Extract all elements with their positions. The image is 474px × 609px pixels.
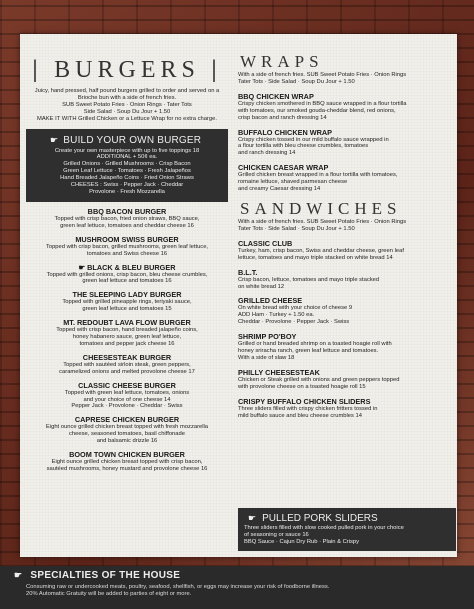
menu-item-description: Topped with crisp bacon, hand breaded jalapeño coins, honey habanero sauce, green leaf lettuce, tomatoes and pepper jack cheese 16 bbox=[56, 327, 198, 347]
menu-item-name: THE SLEEPING LADY BURGER bbox=[72, 290, 182, 300]
menu-item-name: CRISPY BUFFALO CHICKEN SLIDERS bbox=[238, 396, 371, 406]
wraps-title: WRAPS bbox=[240, 52, 324, 71]
build-your-own-panel: ☛ BUILD YOUR OWN BURGER Create your own masterpiece with up to five toppings 18 ADDITIONAL + 50¢ ea. Grilled Onions · Grilled Mushrooms · Crisp Bacon Green Leaf Lettuce · Tomatoes · Fresh Jalapeños Hand Breaded Jalapeño Coins · Fried Onion Straws CHEESES : Swiss · Pepper Jack · Cheddar Provolone · Fresh Mozzarella bbox=[26, 129, 228, 202]
menu-item bbox=[238, 239, 460, 262]
menu-item-name: CHICKEN CAESAR WRAP bbox=[238, 163, 329, 173]
menu-item-name: CHEESESTEAK BURGER bbox=[82, 352, 172, 362]
menu-item bbox=[26, 381, 228, 411]
menu-item-description: Crispy chicken tossed in our mild buffalo sauce wrapped in a flour tortilla with bleu cheese crumbles, tomatoes and ranch dressing 14 bbox=[238, 136, 389, 157]
sandwiches-title: SANDWICHES bbox=[240, 198, 402, 218]
menu-item bbox=[26, 353, 228, 376]
menu-item bbox=[238, 332, 460, 362]
wraps-sandwiches-column bbox=[238, 52, 460, 419]
menu-item-name: B.L.T. bbox=[238, 267, 258, 277]
menu-item-description: Crispy chicken smothered in BBQ sauce wrapped in a flour tortilla with tomatoes, our smoked gouda-cheddar blend, red onions, crisp bacon and ranch dressing 14 bbox=[238, 100, 407, 121]
menu-item-name: BBQ CHICKEN WRAP bbox=[238, 91, 314, 101]
menu-item bbox=[26, 450, 228, 473]
footer-notice: Consuming raw or undercooked meats, poultry, seafood, shellfish, or eggs may increase your risk of foodborne illness. 20% Automatic Gratuity will be added to parties of eight or more. bbox=[26, 584, 330, 597]
menu-item-description: Eight ounce grilled chicken breast topped with crisp bacon, sautéed mushrooms, honey mustard and provolone cheese 16 bbox=[46, 459, 208, 472]
burgers-title: BURGERS bbox=[54, 57, 200, 83]
menu-item bbox=[238, 397, 460, 420]
menu-item-name: BOOM TOWN CHICKEN BURGER bbox=[69, 450, 185, 460]
footer-bar bbox=[0, 566, 474, 609]
menu-item bbox=[26, 318, 228, 348]
pulled-pork-panel: ☛ PULLED PORK SLIDERS Three sliders filled with slow cooked pulled pork in your choice of seasoning or sauce 16 BBQ Sauce · Cajun Dry Rub · Plain & Crispy bbox=[238, 508, 456, 551]
menu-item-description: Topped with grilled pineapple rings, teriyaki sauce, green leaf lettuce and tomatoes 15 bbox=[62, 299, 192, 313]
menu-item bbox=[26, 207, 228, 230]
build-heading: ☛ BUILD YOUR OWN BURGER bbox=[50, 134, 202, 146]
wrap-item-list bbox=[238, 92, 460, 193]
menu-item-description: Turkey, ham, crisp bacon, Swiss and cheddar cheese, green leaf lettuce, tomatoes and mayo triple stacked on white bread 14 bbox=[238, 247, 404, 261]
menu-item bbox=[26, 290, 228, 313]
sandwiches-intro: With a side of french fries. SUB Sweet Potato Fries · Onion Rings Tater Tots · Side Salad · Soup Du Jour + 1.50 bbox=[238, 218, 407, 232]
menu-item bbox=[238, 92, 460, 122]
menu-item-description: Grilled chicken breast wrapped in a flour tortilla with tomatoes, romaine lettuce, shaved parmesan cheese and creamy Caesar dressing 14 bbox=[238, 172, 398, 193]
burgers-heading: | BURGERS | bbox=[31, 56, 223, 83]
menu-item-name: SHRIMP PO'BOY bbox=[238, 332, 297, 342]
menu-item-description: Topped with crisp bacon, grilled mushrooms, green leaf lettuce, tomatoes and Swiss cheese 16 bbox=[45, 243, 209, 257]
menu-item-description: Three sliders filled with crispy chicken fritters tossed in mild buffalo sauce and bleu cheese crumbles 14 bbox=[238, 405, 378, 419]
menu-item-name: MUSHROOM SWISS BURGER bbox=[75, 234, 179, 244]
menu-item bbox=[238, 296, 460, 326]
menu-item-name: GRILLED CHEESE bbox=[238, 296, 303, 306]
menu-item-name: CLASSIC CLUB bbox=[238, 238, 293, 248]
burger-item-list bbox=[26, 207, 228, 473]
menu-item-description: Crisp bacon, lettuce, tomatoes and mayo triple stacked on white bread 12 bbox=[238, 276, 380, 290]
menu-item bbox=[26, 235, 228, 258]
pointing-hand-icon: ☛ bbox=[50, 134, 59, 145]
menu-item bbox=[26, 415, 228, 445]
menu-item-name: CLASSIC CHEESE BURGER bbox=[78, 380, 176, 390]
menu-item bbox=[238, 163, 460, 193]
menu-item-description: Chicken or Steak grilled with onions and green peppers topped with provolone cheese on a toasted hoagie roll 15 bbox=[238, 376, 400, 390]
menu-item bbox=[238, 268, 460, 291]
menu-item-description: Topped with green leaf lettuce, tomatoes, onions and your choice of one cheese 14 Pepper Jack · Provolone · Cheddar · Swiss bbox=[64, 389, 190, 410]
sandwich-item-list bbox=[238, 239, 460, 420]
pointing-hand-icon: ☛ bbox=[78, 262, 88, 272]
menu-item-name: ☛ BLACK & BLEU BURGER bbox=[78, 262, 176, 272]
menu-item-description: Topped with sautéed sirloin steak, green peppers, caramelized onions and melted provolone cheese 17 bbox=[59, 361, 195, 375]
menu-item-description: Topped with grilled onions, crisp bacon, bleu cheese crumbles, green leaf lettuce and tomatoes 16 bbox=[46, 271, 208, 285]
menu-item bbox=[238, 368, 460, 391]
burgers-column bbox=[26, 52, 228, 473]
menu-item-name: MT. REDOUBT LAVA FLOW BURGER bbox=[63, 318, 191, 328]
pulled-pork-heading: ☛ PULLED PORK SLIDERS bbox=[248, 513, 378, 524]
specialties-heading: ☛ SPECIALTIES OF THE HOUSE bbox=[14, 570, 181, 581]
menu-item-name: CAPRESE CHICKEN BURGER bbox=[74, 415, 180, 425]
pointing-hand-icon: ☛ bbox=[14, 570, 23, 580]
menu-item bbox=[238, 128, 460, 158]
wraps-intro: With a side of french fries. SUB Sweet Potato Fries · Onion Rings Tater Tots · Side Salad · Soup Du Jour + 1.50 bbox=[238, 72, 407, 85]
pointing-hand-icon: ☛ bbox=[248, 513, 257, 523]
menu-item bbox=[26, 263, 228, 286]
menu-item-name: PHILLY CHEESESTEAK bbox=[238, 367, 320, 377]
menu-item-name: BBQ BACON BURGER bbox=[87, 206, 167, 216]
menu-item-description: On white bread with your choice of cheese 9 ADD Ham · Turkey + 1.50 ea. Cheddar · Provolone · Pepper Jack · Swiss bbox=[238, 305, 353, 326]
menu-item-description: Eight ounce grilled chicken breast topped with fresh mozzarella cheese, seasoned tomatoes, basil chiffonade and balsamic drizzle 16 bbox=[45, 424, 209, 445]
menu-item-description: Topped with crisp bacon, fried onion straws, BBQ sauce, green leaf lettuce, tomatoes and cheddar cheese 16 bbox=[54, 215, 200, 229]
menu-item-description: Grilled or hand breaded shrimp on a toasted hoagie roll with honey sriracha ranch, green leaf lettuce and tomatoes. With a side of slaw 18 bbox=[238, 341, 392, 361]
burgers-intro: Juicy, hand pressed, half pound burgers grilled to order and served on a Brioche bun with a side of french fries. SUB Sweet Potato Fries · Onion Rings · Tater Tots Side Salad · Soup Du Jour + 1.50 MAKE IT WITH Grilled Chicken or a Lettuce Wrap for no extra charge. bbox=[34, 88, 220, 122]
menu-item-name: BUFFALO CHICKEN WRAP bbox=[238, 127, 333, 137]
